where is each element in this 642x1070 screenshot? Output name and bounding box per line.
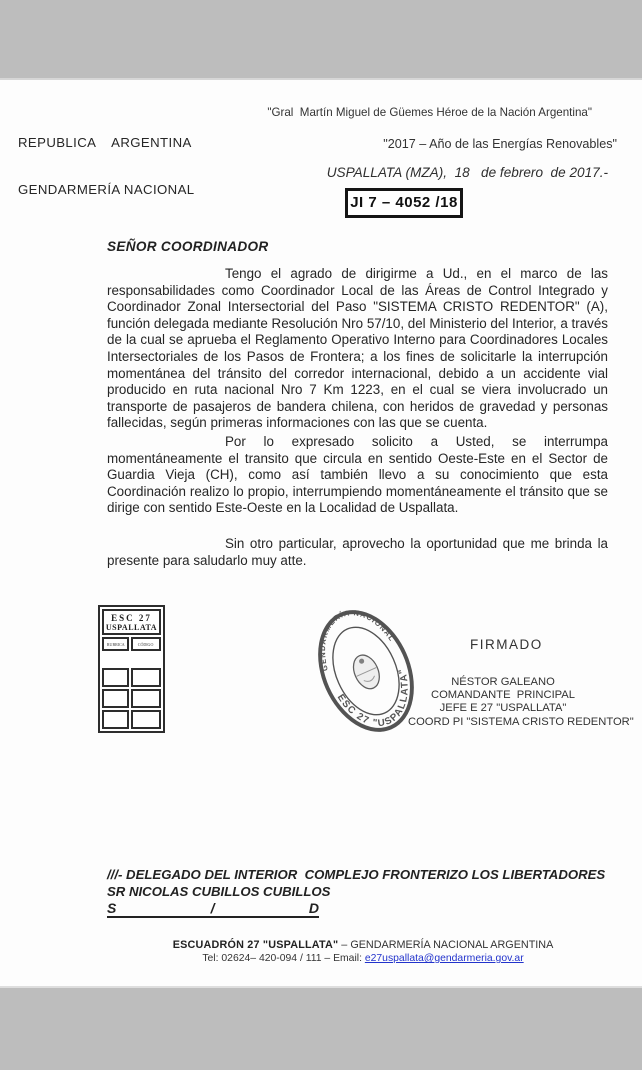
- footer-unit-name: ESCUADRÓN 27 "USPALLATA": [172, 939, 339, 951]
- body-paragraph-3: Sin otro particular, aprovecho la oportunidad que me brinda la presente para saludarlo muy atte.: [107, 536, 608, 568]
- stamp-table-col1-label: RUBRICA: [106, 641, 125, 647]
- footer-contact-prefix: Tel: 02624– 420-094 / 111 – Email:: [202, 953, 365, 964]
- org-name-line1: REPUBLICA ARGENTINA: [18, 135, 192, 150]
- stamp-table-empty-cell: [131, 668, 161, 687]
- addressee-line-1: ///- DELEGADO DEL INTERIOR COMPLEJO FRONTERIZO LOS LIBERTADORES: [107, 867, 606, 882]
- letter-footer: [111, 939, 615, 965]
- stamp-table-empty-cell: [131, 689, 161, 708]
- seal-ring-bottom-text: ESC 27 "USPALLATA": [334, 666, 411, 730]
- sd-d: D: [308, 900, 319, 916]
- org-name-line2: GENDARMERÍA NACIONAL: [18, 181, 195, 197]
- sd-s: S: [107, 900, 117, 916]
- signature-block: [408, 676, 634, 729]
- salutation: SEÑOR COORDINADOR: [107, 239, 269, 254]
- motto-line-1: "Gral Martín Miguel de Güemes Héroe de la Nación Argentina": [267, 106, 592, 119]
- signer-title-1: JEFE E 27 "USPALLATA": [439, 702, 567, 715]
- body-paragraph-2: Por lo expresado solicito a Usted, se interrumpa momentáneamente el transito que circula en sentido Oeste-Este en el Sector de Guardia Vieja (CH), como así también llevo a su conocimiento que esta Coordinación realizo lo propio, interrumpiendo momentáneamente el tránsito que se dirige con sentido Este-Oeste en la Localidad de Uspallata.: [107, 434, 608, 516]
- seal-ring-top-text: GENDARMERÍA NACIONAL: [318, 608, 397, 672]
- addressee-sd-line: [107, 901, 319, 918]
- stamp-table-empty-cell: [102, 689, 129, 708]
- scan-bottom-band: [0, 986, 642, 1070]
- scan-top-band: [0, 0, 642, 80]
- email-link[interactable]: e27uspallata@gendarmeria.gov.ar: [364, 953, 524, 964]
- signed-status-label: FIRMADO: [470, 637, 543, 652]
- stamp-table-col2-header: [131, 637, 161, 651]
- reference-number-box: JI 7 – 4052 /18: [345, 188, 463, 218]
- stamp-table-empty-cell: [102, 668, 129, 687]
- signer-name: NÉSTOR GALEANO: [451, 676, 555, 688]
- stamp-table-title-line1: ESC 27: [111, 613, 152, 623]
- footer-unit-rest: – GENDARMERÍA NACIONAL ARGENTINA: [338, 939, 554, 951]
- org-name: [18, 104, 195, 228]
- stamp-table-col1-header: [102, 637, 129, 651]
- stamp-table-col2-label: CÓDIGO: [138, 641, 154, 647]
- signer-title-2: COORD PI "SISTEMA CRISTO REDENTOR": [408, 715, 634, 728]
- stamp-table-title-line2: USPALLATA: [105, 623, 158, 632]
- body-paragraph-1: Tengo el agrado de dirigirme a Ud., en el marco de las responsabilidades como Coordinador Local de las Áreas de Control Integrado y Coordinador Zonal Intersectorial del Paso "SISTEMA CRISTO REDENTOR" (A), función delegada mediante Resolución Nro 57/10, del Ministerio del Interior, a través de la cual se aprueba el Reglamento Operativo Interno para Coordinadores Locales Intersectoriales de los Pasos de Frontera; a los fines de solicitarle la interrupción momentánea del tránsito del corredor internacional, debido a un accidente vial producido en ruta nacional Nro 7 Km 1223, en el cual se viera involucrado un transporte de pasajeros de bandera chilena, con heridos de gravedad y personas fallecidas, según primeras informaciones con las que se cuenta.: [107, 266, 608, 431]
- addressee-line-2: SR NICOLAS CUBILLOS CUBILLOS: [107, 884, 331, 899]
- stamp-table-title: [102, 609, 161, 635]
- signer-rank: COMANDANTE PRINCIPAL: [430, 689, 575, 702]
- sd-slash: /: [210, 900, 215, 916]
- motto-line-2: "2017 – Año de las Energías Renovables": [383, 137, 617, 151]
- stamp-table-empty-cell: [131, 710, 161, 729]
- stamp-table-empty-cell: [102, 710, 129, 729]
- date-line: USPALLATA (MZA), 18 de febrero de 2017.-: [326, 165, 608, 180]
- addressee-block: [107, 866, 605, 918]
- unit-stamp-table: [98, 605, 165, 733]
